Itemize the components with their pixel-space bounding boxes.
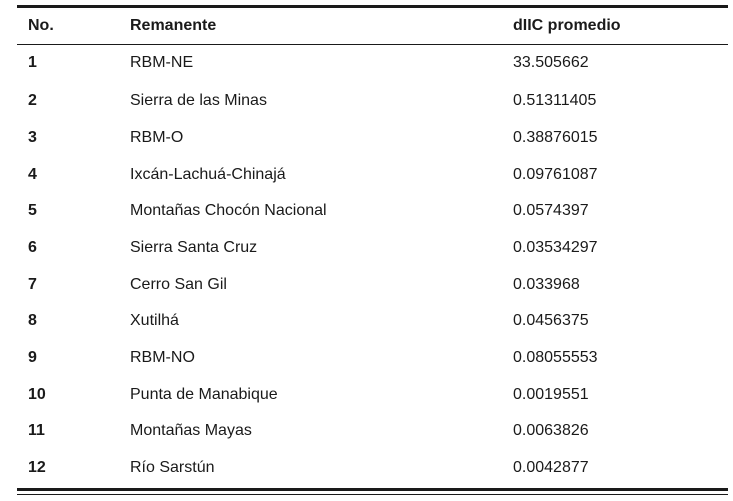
row-value: 0.0063826 <box>513 422 589 439</box>
row-value: 0.0019551 <box>513 386 589 403</box>
header-diic-promedio: dIIC promedio <box>513 17 621 34</box>
row-value: 0.0456375 <box>513 312 589 329</box>
table-row <box>0 421 733 441</box>
table-bottom-rule <box>17 488 728 491</box>
table-row <box>0 201 733 221</box>
row-value: 33.505662 <box>513 54 589 71</box>
row-number: 10 <box>28 386 46 403</box>
table-header-rule <box>17 44 728 45</box>
row-number: 11 <box>28 422 45 439</box>
row-value: 0.09761087 <box>513 166 598 183</box>
row-remanente: Xutilhá <box>130 312 179 329</box>
table-row <box>0 53 733 73</box>
row-remanente: Cerro San Gil <box>130 276 227 293</box>
row-value: 0.51311405 <box>513 92 597 109</box>
row-number: 2 <box>28 92 37 109</box>
row-remanente: Río Sarstún <box>130 459 215 476</box>
row-number: 12 <box>28 459 46 476</box>
row-remanente: RBM-O <box>130 129 184 146</box>
row-number: 5 <box>28 202 37 219</box>
row-remanente: Sierra de las Minas <box>130 92 267 109</box>
row-value: 0.033968 <box>513 276 580 293</box>
row-number: 3 <box>28 129 37 146</box>
row-remanente: Sierra Santa Cruz <box>130 239 258 256</box>
table-row <box>0 458 733 478</box>
row-remanente: Montañas Chocón Nacional <box>130 202 327 219</box>
header-remanente: Remanente <box>130 17 217 34</box>
row-number: 4 <box>28 166 37 183</box>
row-value: 0.38876015 <box>513 129 598 146</box>
row-number: 7 <box>28 276 37 293</box>
row-remanente: Punta de Manabique <box>130 386 278 403</box>
row-remanente: Montañas Mayas <box>130 422 252 439</box>
table-row <box>0 165 733 185</box>
row-value: 0.08055553 <box>513 349 598 366</box>
header-no: No. <box>28 17 54 34</box>
row-remanente: RBM-NE <box>130 54 194 71</box>
table-row <box>0 311 733 331</box>
table-row <box>0 275 733 295</box>
row-remanente: RBM-NO <box>130 349 195 366</box>
row-value: 0.0574397 <box>513 202 589 219</box>
row-value: 0.03534297 <box>513 239 598 256</box>
row-number: 8 <box>28 312 37 329</box>
table-header-row <box>0 16 733 36</box>
row-remanente: Ixcán-Lachuá-Chinajá <box>130 166 286 183</box>
row-value: 0.0042877 <box>513 459 589 476</box>
table-row <box>0 128 733 148</box>
row-number: 9 <box>28 349 37 366</box>
table-row <box>0 91 733 111</box>
table-row <box>0 385 733 405</box>
row-number: 1 <box>28 54 37 71</box>
table-row <box>0 238 733 258</box>
table-top-rule <box>17 5 728 8</box>
row-number: 6 <box>28 239 37 256</box>
table-row <box>0 348 733 368</box>
table-bottom-rule-thin <box>17 494 728 495</box>
